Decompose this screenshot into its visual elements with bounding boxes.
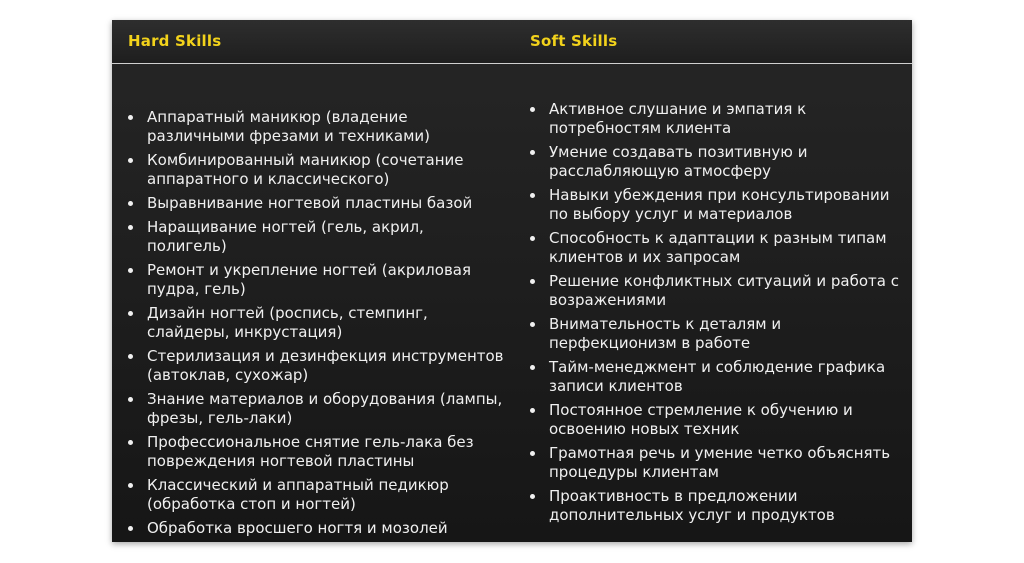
soft-skills-heading: Soft Skills bbox=[530, 32, 618, 50]
hard-skills-list bbox=[128, 108, 508, 543]
hard-skill-text: Обработка вросшего ногтя и мозолей bbox=[147, 519, 448, 537]
soft-skill-text: Умение создавать позитивную и расслабляющую атмосферу bbox=[549, 143, 808, 180]
hard-skill-text: Классический и аппаратный педикюр (обработка стоп и ногтей) bbox=[147, 476, 449, 513]
bullet-icon bbox=[530, 107, 535, 112]
bullet-icon bbox=[128, 158, 133, 163]
bullet-icon bbox=[530, 322, 535, 327]
list-item bbox=[128, 476, 508, 514]
hard-skill-text: Знание материалов и оборудования (лампы, фрезы, гель-лаки) bbox=[147, 390, 503, 427]
list-item bbox=[530, 229, 902, 267]
hard-skill-text: Выравнивание ногтевой пластины базой bbox=[147, 194, 473, 212]
soft-skills-list bbox=[530, 100, 902, 530]
list-item bbox=[128, 347, 508, 385]
list-item bbox=[530, 272, 902, 310]
hard-skill-text: Стерилизация и дезинфекция инструментов (автоклав, сухожар) bbox=[147, 347, 504, 384]
list-item bbox=[530, 487, 902, 525]
soft-skill-text: Способность к адаптации к разным типам клиентов и их запросам bbox=[549, 229, 887, 266]
bullet-icon bbox=[128, 311, 133, 316]
bullet-icon bbox=[128, 440, 133, 445]
bullet-icon bbox=[530, 365, 535, 370]
bullet-icon bbox=[128, 397, 133, 402]
skills-table bbox=[112, 20, 912, 542]
bullet-icon bbox=[128, 268, 133, 273]
soft-skill-text: Активное слушание и эмпатия к потребностям клиента bbox=[549, 100, 807, 137]
soft-skill-text: Навыки убеждения при консультировании по выбору услуг и материалов bbox=[549, 186, 890, 223]
hard-skill-text: Аппаратный маникюр (владение различными фрезами и техниками) bbox=[147, 108, 431, 145]
list-item bbox=[530, 186, 902, 224]
list-item bbox=[128, 194, 508, 213]
list-item bbox=[530, 315, 902, 353]
table-header bbox=[112, 20, 912, 64]
bullet-icon bbox=[530, 408, 535, 413]
list-item bbox=[128, 390, 508, 428]
bullet-icon bbox=[128, 115, 133, 120]
list-item bbox=[128, 108, 508, 146]
hard-skill-text: Наращивание ногтей (гель, акрил, полигель) bbox=[147, 218, 424, 255]
bullet-icon bbox=[128, 354, 133, 359]
bullet-icon bbox=[530, 193, 535, 198]
hard-skills-heading: Hard Skills bbox=[128, 32, 222, 50]
list-item bbox=[530, 401, 902, 439]
bullet-icon bbox=[530, 150, 535, 155]
list-item bbox=[530, 100, 902, 138]
hard-skill-text: Комбинированный маникюр (сочетание аппаратного и классического) bbox=[147, 151, 464, 188]
list-item bbox=[128, 433, 508, 471]
soft-skill-text: Проактивность в предложении дополнительных услуг и продуктов bbox=[549, 487, 835, 524]
list-item bbox=[530, 444, 902, 482]
bullet-icon bbox=[530, 494, 535, 499]
soft-skill-text: Постоянное стремление к обучению и освоению новых техник bbox=[549, 401, 853, 438]
hard-skill-text: Дизайн ногтей (роспись, стемпинг, слайдеры, инкрустация) bbox=[147, 304, 428, 341]
soft-skill-text: Тайм-менеджмент и соблюдение графика записи клиентов bbox=[549, 358, 886, 395]
list-item bbox=[128, 151, 508, 189]
soft-skill-text: Грамотная речь и умение четко объяснять процедуры клиентам bbox=[549, 444, 891, 481]
bullet-icon bbox=[128, 483, 133, 488]
bullet-icon bbox=[530, 236, 535, 241]
list-item bbox=[128, 304, 508, 342]
list-item bbox=[530, 143, 902, 181]
hard-skill-text: Ремонт и укрепление ногтей (акриловая пудра, гель) bbox=[147, 261, 472, 298]
list-item bbox=[530, 358, 902, 396]
soft-skill-text: Решение конфликтных ситуаций и работа с возражениями bbox=[549, 272, 899, 309]
list-item bbox=[128, 218, 508, 256]
bullet-icon bbox=[128, 526, 133, 531]
hard-skill-text: Профессиональное снятие гель-лака без повреждения ногтевой пластины bbox=[147, 433, 474, 470]
bullet-icon bbox=[530, 451, 535, 456]
bullet-icon bbox=[530, 279, 535, 284]
soft-skill-text: Внимательность к деталям и перфекционизм в работе bbox=[549, 315, 782, 352]
list-item bbox=[128, 519, 508, 538]
bullet-icon bbox=[128, 225, 133, 230]
list-item bbox=[128, 261, 508, 299]
bullet-icon bbox=[128, 201, 133, 206]
